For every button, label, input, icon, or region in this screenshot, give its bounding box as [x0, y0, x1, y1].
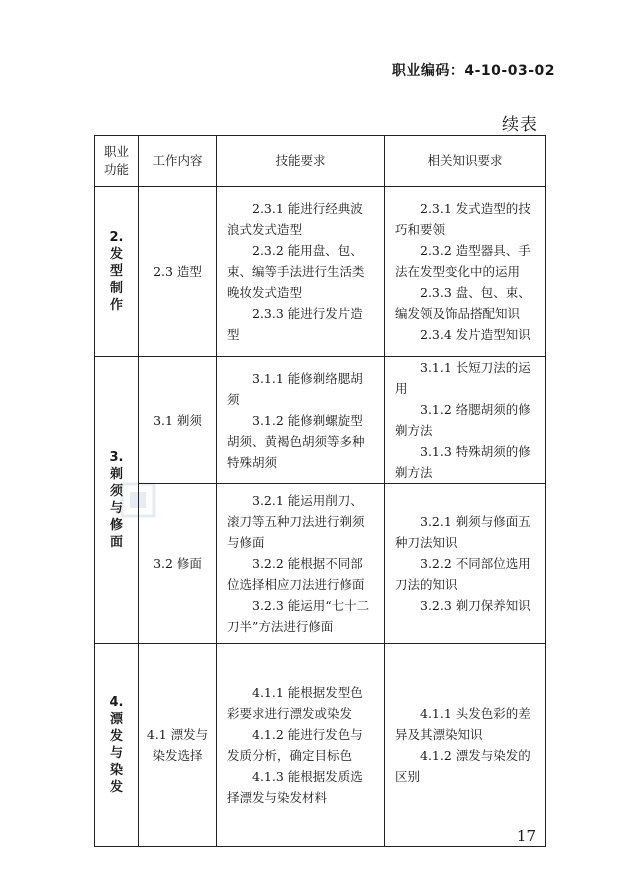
work-cell: 4.1 漂发与染发选择 — [139, 644, 217, 847]
skill-item: 3.2.1 能运用削刀、滚刀等五种刀法进行剃须与修面 — [227, 493, 365, 550]
col-header-work: 工作内容 — [139, 136, 217, 187]
function-cell: 2. 发型制作 — [95, 187, 139, 357]
skill-item: 4.1.2 能进行发色与发质分析，确定目标色 — [227, 727, 363, 763]
table-row — [95, 357, 546, 484]
function-cell: 4. 漂发与染发 — [95, 644, 139, 847]
occupation-code: 职业编码：4-10-03-02 — [391, 63, 555, 79]
knowledge-cell — [385, 357, 546, 484]
skill-item: 3.2.3 能运用“七十二刀半”方法进行修面 — [227, 598, 370, 634]
knowledge-item: 2.3.2 造型器具、手法在发型变化中的运用 — [395, 243, 531, 279]
table-row — [95, 187, 546, 357]
page-number: 17 — [516, 827, 536, 845]
knowledge-item: 3.2.3 剃刀保养知识 — [420, 598, 531, 613]
knowledge-item: 3.1.1 长短刀法的运用 — [395, 360, 531, 396]
skill-item: 2.3.2 能用盘、包、束、编等手法进行生活类晚妆发式造型 — [227, 243, 365, 300]
knowledge-item: 3.2.2 不同部位选用刀法的知识 — [395, 556, 531, 592]
work-cell: 3.2 修面 — [139, 484, 217, 644]
col-header-function: 职业 功能 — [95, 136, 139, 187]
function-cell: 3. 剃须与修面 — [95, 357, 139, 644]
skill-cell — [217, 357, 385, 484]
table-row — [95, 484, 546, 644]
knowledge-item: 4.1.1 头发色彩的差异及其漂染知识 — [395, 706, 531, 742]
knowledge-cell — [385, 484, 546, 644]
knowledge-item: 2.3.1 发式造型的技巧和要领 — [395, 201, 531, 237]
skill-item: 4.1.1 能根据发型色彩要求进行漂发或染发 — [227, 685, 363, 721]
skill-item: 2.3.3 能进行发片造型 — [227, 306, 363, 342]
knowledge-item: 2.3.3 盘、包、束、编发领及饰品搭配知识 — [395, 285, 531, 321]
work-cell: 3.1 剃须 — [139, 357, 217, 484]
skill-cell — [217, 644, 385, 847]
knowledge-item: 3.2.1 剃须与修面五种刀法知识 — [395, 514, 531, 550]
col-header-knowledge: 相关知识要求 — [385, 136, 546, 187]
knowledge-item: 4.1.2 漂发与染发的区别 — [395, 748, 531, 784]
continued-label: 续表 — [502, 115, 538, 135]
knowledge-item: 2.3.4 发片造型知识 — [420, 327, 531, 342]
skill-item: 3.2.2 能根据不同部位选择相应刀法进行修面 — [227, 556, 365, 592]
knowledge-cell — [385, 187, 546, 357]
table-header-row — [95, 136, 546, 187]
knowledge-item: 3.1.3 特殊胡须的修剃方法 — [395, 444, 531, 480]
col-header-skill: 技能要求 — [217, 136, 385, 187]
skill-item: 3.1.1 能修剃络腮胡须 — [227, 370, 363, 407]
skill-item: 4.1.3 能根据发质选择漂发与染发材料 — [227, 769, 363, 805]
table-row — [95, 644, 546, 847]
skill-cell — [217, 187, 385, 357]
skill-item: 2.3.1 能进行经典波浪式发式造型 — [227, 201, 363, 237]
knowledge-item: 3.1.2 络腮胡须的修剃方法 — [395, 402, 531, 438]
skills-table — [94, 135, 546, 847]
knowledge-cell — [385, 644, 546, 847]
skill-cell — [217, 484, 385, 644]
work-cell: 2.3 造型 — [139, 187, 217, 357]
skill-item: 3.1.2 能修剃螺旋型胡须、黄褐色胡须等多种特殊胡须 — [227, 412, 365, 470]
